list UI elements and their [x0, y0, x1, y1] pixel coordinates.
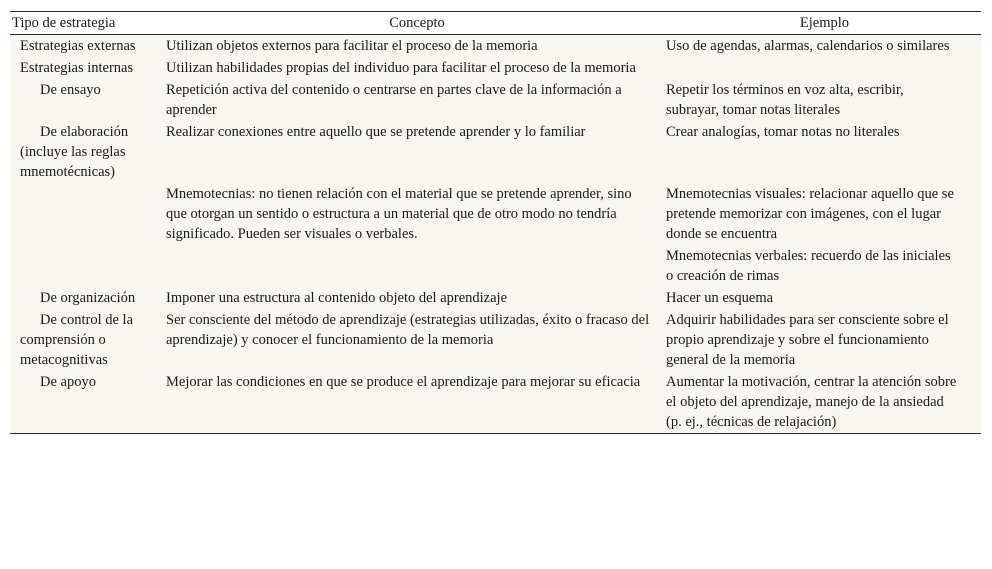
- table-row: [10, 121, 981, 183]
- strategies-table: [10, 12, 981, 433]
- table-row: [10, 371, 981, 433]
- table-row: [10, 309, 981, 371]
- table-row: [10, 35, 981, 58]
- cell-ejemplo: Adquirir habilidades para ser consciente sobre el propio aprendizaje y sobre el funcionamiento general de la memoria: [666, 312, 949, 368]
- header-ejemplo: Ejemplo: [666, 12, 981, 35]
- header-row: [10, 12, 981, 35]
- cell-concepto: Realizar conexiones entre aquello que se pretende aprender y lo familiar: [166, 124, 586, 140]
- cell-ejemplo: [666, 57, 981, 79]
- cell-ejemplo: [666, 183, 981, 287]
- cell-tipo: Estrategias externas: [20, 38, 136, 54]
- table-row: [10, 57, 981, 79]
- ejemplo-verbal: Mnemotecnias verbales: recuerdo de las iniciales o creación de rimas: [666, 248, 951, 284]
- cell-tipo: [10, 183, 166, 287]
- strategies-table-container: [10, 11, 981, 434]
- cell-concepto: Utilizan habilidades propias del individuo para facilitar el proceso de la memoria: [166, 60, 636, 76]
- cell-ejemplo: Uso de agendas, alarmas, calendarios o similares: [666, 38, 950, 54]
- cell-tipo: De ensayo: [40, 82, 101, 98]
- cell-concepto: Repetición activa del contenido o centrarse en partes clave de la información a aprender: [166, 82, 622, 118]
- cell-ejemplo: Repetir los términos en voz alta, escribir, subrayar, tomar notas literales: [666, 82, 904, 118]
- cell-ejemplo: Aumentar la motivación, centrar la atención sobre el objeto del aprendizaje, manejo de la ansiedad (p. ej., técnicas de relajación): [666, 374, 957, 430]
- cell-tipo: De control de la comprensión o metacognitivas: [20, 312, 134, 368]
- cell-tipo: De organización: [40, 290, 136, 306]
- table-row: [10, 287, 981, 309]
- cell-tipo: De elaboración (incluye las reglas mnemotécnicas): [20, 124, 129, 180]
- table-row: [10, 79, 981, 121]
- cell-concepto: Mejorar las condiciones en que se produce el aprendizaje para mejorar su eficacia: [166, 374, 641, 390]
- cell-concepto: Imponer una estructura al contenido objeto del aprendizaje: [166, 290, 508, 306]
- cell-concepto: Utilizan objetos externos para facilitar el proceso de la memoria: [166, 38, 538, 54]
- cell-concepto: Ser consciente del método de aprendizaje (estrategias utilizadas, éxito o fracaso del aprendizaje) y conocer el funcionamiento de la memoria: [166, 312, 650, 348]
- cell-ejemplo: Hacer un esquema: [666, 290, 774, 306]
- cell-tipo: De apoyo: [40, 374, 96, 390]
- ejemplo-visual: Mnemotecnias visuales: relacionar aquello que se pretende memorizar con imágenes, con el lugar donde se encuentra: [666, 186, 954, 242]
- cell-tipo: Estrategias internas: [20, 60, 134, 76]
- header-tipo: Tipo de estrategia: [10, 12, 166, 35]
- cell-concepto: Mnemotecnias: no tienen relación con el material que se pretende aprender, sino que otorgan un sentido o estructura a un material que de otro modo no tendría significado. Pueden ser visuales o verbales.: [166, 186, 632, 242]
- table-row: [10, 183, 981, 287]
- header-concepto: Concepto: [166, 12, 666, 35]
- cell-ejemplo: Crear analogías, tomar notas no literales: [666, 124, 900, 140]
